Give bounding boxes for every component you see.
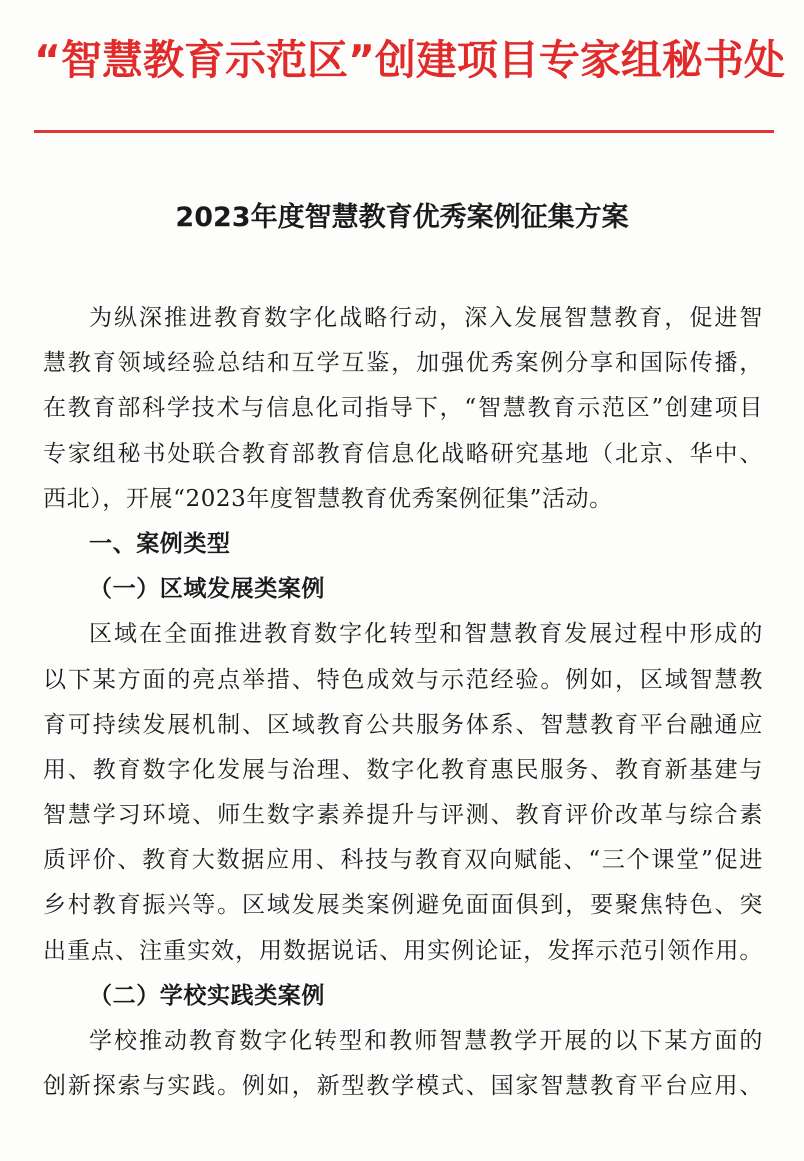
regional-line: 质评价、教育大数据应用、科技与教育双向赋能、“三个课堂”促进 bbox=[43, 847, 763, 874]
intro-line: 慧教育领域经验总结和互学互鉴，加强优秀案例分享和国际传播， bbox=[43, 350, 763, 377]
intro-line: 西北），开展“2023年度智慧教育优秀案例征集”活动。 bbox=[43, 485, 613, 512]
letterhead-title: “智慧教育示范区”创建项目专家组秘书处 bbox=[34, 36, 785, 84]
regional-line: 育可持续发展机制、区域教育公共服务体系、智慧教育平台融通应 bbox=[43, 711, 763, 738]
regional-line: 乡村教育振兴等。区域发展类案例避免面面俱到，要聚焦特色、突 bbox=[43, 892, 763, 919]
letterhead-divider bbox=[34, 130, 774, 133]
subsection-heading-school: （二）学校实践类案例 bbox=[89, 982, 325, 1009]
subsection-heading-regional: （一）区域发展类案例 bbox=[89, 576, 325, 603]
section-heading-case-types: 一、案例类型 bbox=[89, 530, 231, 557]
regional-line: 智慧学习环境、师生数字素养提升与评测、教育评价改革与综合素 bbox=[43, 802, 763, 829]
regional-line: 区域在全面推进教育数字化转型和智慧教育发展过程中形成的 bbox=[89, 621, 763, 648]
school-line: 创新探索与实践。例如，新型教学模式、国家智慧教育平台应用、 bbox=[43, 1073, 763, 1100]
document-body bbox=[43, 296, 763, 1109]
intro-line: 为纵深推进教育数字化战略行动，深入发展智慧教育，促进智 bbox=[89, 305, 763, 331]
school-line: 学校推动教育数字化转型和教师智慧教学开展的以下某方面的 bbox=[89, 1028, 763, 1054]
document-title: 2023年度智慧教育优秀案例征集方案 bbox=[175, 202, 629, 233]
regional-line: 出重点、注重实效，用数据说话、用实例论证，发挥示范引领作用。 bbox=[43, 937, 763, 964]
regional-line: 以下某方面的亮点举措、特色成效与示范经验。例如，区域智慧教 bbox=[43, 666, 763, 693]
regional-line: 用、教育数字化发展与治理、数字化教育惠民服务、教育新基建与 bbox=[43, 756, 763, 783]
intro-line: 专家组秘书处联合教育部教育信息化战略研究基地（北京、华中、 bbox=[43, 440, 763, 467]
intro-line: 在教育部科学技术与信息化司指导下，“智慧教育示范区”创建项目 bbox=[43, 395, 763, 422]
